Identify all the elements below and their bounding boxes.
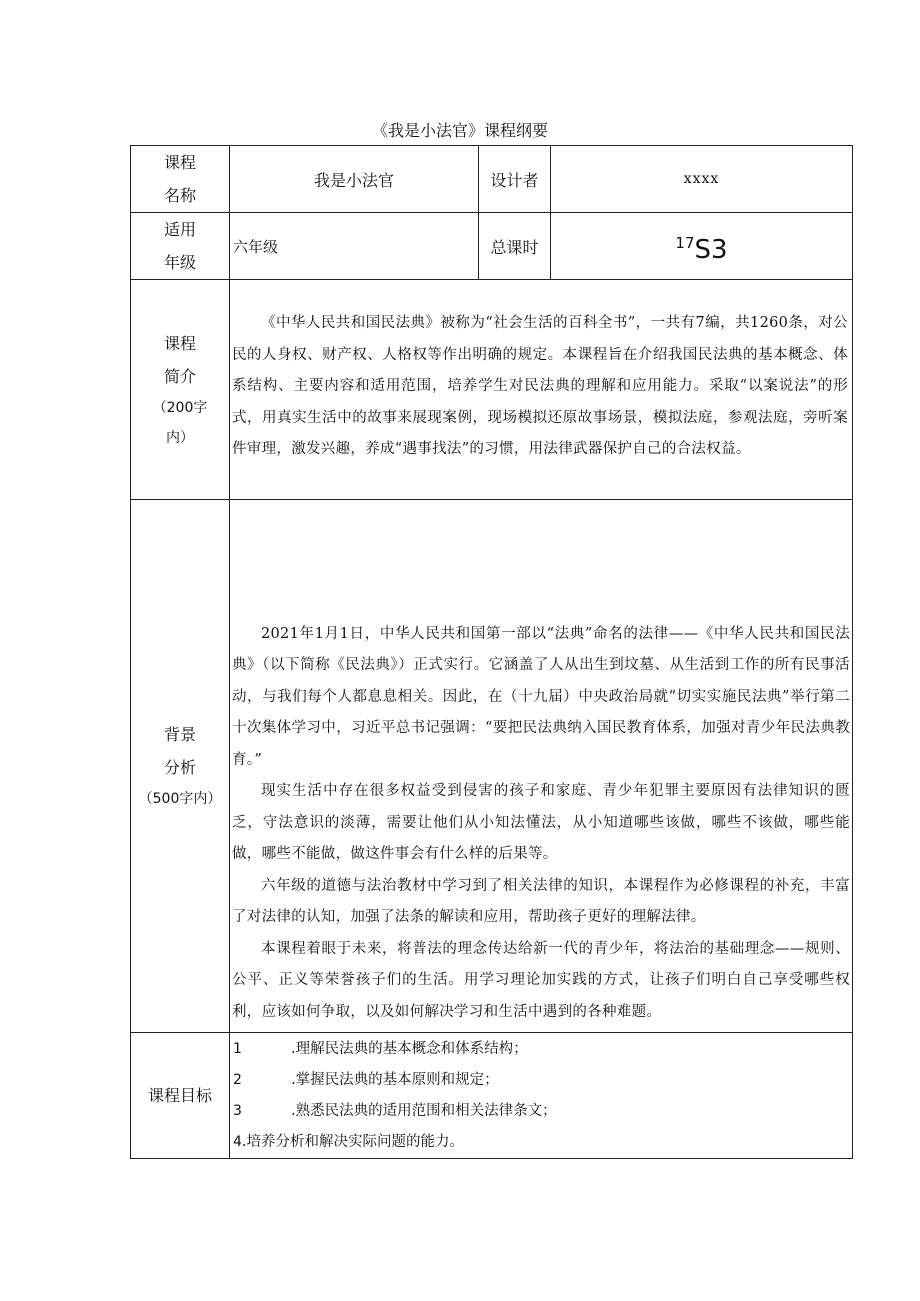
- background-paragraph: 本课程着眼于未来，将普法的理念传达给新一代的青少年，将法治的基础理念——规则、公平、正义等荣誉孩子们的生活。用学习理论加实践的方式，让孩子们明白自己享受哪些权利，应该如何争取，以及如何解决学习和生活中遇到的各种难题。: [232, 940, 850, 1020]
- row-intro: [131, 280, 853, 500]
- background-content: [230, 500, 853, 1033]
- background-label: 背景 分析 （500字内）: [131, 500, 230, 1033]
- document-title: 《我是小法官》课程纲要: [371, 121, 548, 140]
- total-hours-value: [551, 213, 853, 280]
- total-hours-label: 总课时: [479, 213, 551, 280]
- grade-value: 六年级: [230, 213, 479, 280]
- course-name-label: 课程 名称: [131, 146, 230, 213]
- goal-item: 3 .熟悉民法典的适用范围和相关法律条文；: [233, 1102, 557, 1119]
- row-background: [131, 500, 853, 1033]
- intro-text: 《中华人民共和国民法典》被称为“社会生活的百科全书”，一共有7编，共1260条，对公民的人身权、财产权、人格权等作出明确的规定。本课程旨在介绍我国民法典的基本概念、体系结构、主要内容和适用范围，培养学生对民法典的理解和应用能力。采取“以案说法”的形式，用真实生活中的故事来展现案例，现场模拟还原故事场景，模拟法庭，参观法庭，旁听案件审理，激发兴趣，养成“遇事找法”的习惯，用法律武器保护自己的合法权益。: [232, 315, 848, 457]
- intro-content: [230, 280, 853, 500]
- designer-label: 设计者: [479, 146, 551, 213]
- grade-label: 适用 年级: [131, 213, 230, 280]
- row-grade: [131, 213, 853, 280]
- course-outline-table: [130, 145, 853, 1159]
- designer-value: xxxx: [551, 146, 853, 213]
- goals-label: 课程目标: [131, 1033, 230, 1159]
- total-hours-superscript: 17: [675, 233, 695, 252]
- background-paragraph: 现实生活中存在很多权益受到侵害的孩子和家庭、青少年犯罪主要原因有法律知识的匮乏，守法意识的淡薄，需要让他们从小知法懂法，从小知道哪些该做，哪些不该做，哪些能做，哪些不能做，做这件事会有什么样的后果等。: [232, 783, 850, 862]
- row-course-name: [131, 146, 853, 213]
- row-goals: [131, 1033, 853, 1159]
- total-hours-text: S3: [694, 234, 728, 265]
- course-name-value: 我是小法官: [230, 146, 479, 213]
- goal-item: 2 .掌握民法典的基本原则和规定；: [233, 1071, 499, 1088]
- background-paragraph: 2021年1月1日，中华人民共和国第一部以“法典”命名的法律——《中华人民共和国民法典》（以下简称《民法典》）正式实行。它涵盖了人从出生到坟墓、从生活到工作的所有民事活动，与我们每个人都息息相关。因此，在（十九届）中央政治局就“切实实施民法典”举行第二十次集体学习中，习近平总书记强调：“要把民法典纳入国民教育体系，加强对青少年民法典教育。”: [232, 625, 850, 768]
- goal-item: 4.培养分析和解决实际问题的能力。: [233, 1133, 465, 1150]
- goals-content: [230, 1033, 853, 1159]
- intro-label: 课程 简介 （200字 内）: [131, 280, 230, 500]
- background-paragraph: 六年级的道德与法治教材中学习到了相关法律的知识，本课程作为必修课程的补充，丰富了对法律的认知，加强了法条的解读和应用，帮助孩子更好的理解法律。: [232, 877, 850, 925]
- goal-item: 1 .理解民法典的基本概念和体系结构；: [233, 1040, 528, 1057]
